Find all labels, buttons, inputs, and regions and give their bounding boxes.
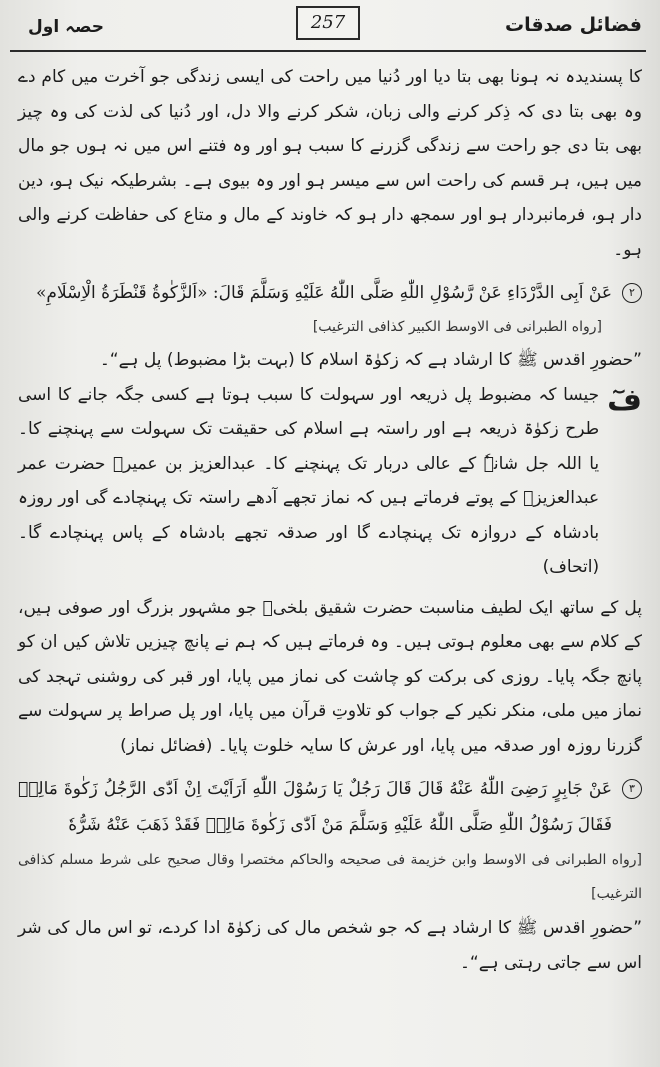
page-header xyxy=(10,0,646,52)
hadith-number-2: ۲ xyxy=(622,283,642,303)
paragraph-1: کا پسندیدہ نہ ہونا بھی بتا دیا اور دُنیا میں راحت کی ایسی زندگی جو آخرت میں کام دے وہ بھی بتا دی کہ ذِکر کرنے والی زبان، شکر کرنے والا دل، اور دُنیا کی لذت کی وہ چیز بھی بتا دی جو راحت سے زندگی گزرنے کا سبب ہو اور وہ فتنے اس میں نہ ہوں جو مال میں ہیں، ہر قسم کی راحت اس سے میسر ہو اور وہ بیوی ہے۔ بشرطیکہ نیک ہو، دین دار ہو، فرمانبردار ہو اور سمجھ دار ہو کہ خاوند کے مال و متاع کی حفاظت کرنے والی ہو۔ xyxy=(18,67,642,260)
hadith-3-reference: [رواه الطبرانی فی الاوسط وابن خزیمة فی صحیحه والحاكم مختصرا وقال صحیح علی شرط مسلم كذافی الترغیب] xyxy=(18,852,642,902)
hadith-2-translation: ”حضورِ اقدس ﷺ کا ارشاد ہے کہ زکوٰۃ اسلام کا (بہت بڑا مضبوط) پل ہے“۔ xyxy=(99,350,642,370)
hadith-2-arabic: عَنْ اَبِی الدَّرْدَاءِ عَنْ رَّسُوْلِ اللّٰهِ صَلَّی اللّٰهُ عَلَیْهِ وَسَلَّمَ قَالَ: «اَلزَّكٰوةُ قَنْطَرَةُ الْاِسْلَامِ» xyxy=(36,283,612,303)
paragraph-3: پل کے ساتھ ایک لطیف مناسبت حضرت شقیق بلخیؒ جو مشہور بزرگ اور صوفی ہیں، کے کلام سے بھی معلوم ہوتی ہیں۔ وہ فرماتے ہیں کہ ہم نے پانچ چیزیں تلاش کیں ان کو پانچ جگہ پایا۔ روزی کی برکت کو چاشت کی نماز میں پایا، اور قبر کی روشنی تہجد کی نماز میں ملی، منکر نکیر کے جواب کو تلاوتِ قرآن میں پایا، اور پل صراط پر سہولت سے گزرنا روزہ اور صدقہ میں پایا، اور عرش کا سایہ خلوت پایا۔ (فضائل نماز) xyxy=(18,597,642,756)
book-title: فضائل صدقات xyxy=(504,14,642,36)
hadith-2 xyxy=(18,275,642,311)
paragraph-2: جیسا کہ مضبوط پل ذریعہ اور سہولت کا سبب ہوتا ہے کسی جگہ جانے کا اسی طرح زکوٰۃ ذریعہ ہے اور راستہ ہے اسلام کی حقیقت تک سہولت سے پہنچنے کا۔ یا اللہ جل شانہٗ کے عالی دربار تک پہنچنے کا۔ عبدالعزیز بن عمیرؒ حضرت عمر عبدالعزیزؒ کے پوتے فرماتے ہیں کہ نماز تجھے آدھے راستہ تک پہنچادے گی اور روزہ بادشاہ کے دروازہ تک پہنچادے گا اور صدقہ تجھے بادشاہ کے پاس پہنچادے گا۔ (اتحاف) xyxy=(18,384,600,577)
page-number: 257 xyxy=(296,6,360,40)
hadith-3-translation: ”حضورِ اقدس ﷺ کا ارشاد ہے کہ جو شخص مال کی زکوٰۃ ادا کردے، تو اس مال کی شر اس سے جاتی رہتی ہے“۔ xyxy=(18,918,642,973)
hadith-number-3: ۳ xyxy=(622,779,642,799)
fayda-block xyxy=(18,378,642,585)
page-body xyxy=(10,52,646,980)
part-title: حصہ اول xyxy=(28,17,105,37)
hadith-3 xyxy=(18,771,642,843)
hadith-3-arabic: عَنْ جَابِرٍ رَضِیَ اللّٰهُ عَنْهُ قَالَ قَالَ رَجُلٌ یَا رَسُوْلَ اللّٰهِ اَرَاَیْتَ اِنْ اَدّٰی الرَّجُلُ زَكٰوةَ مَالِهٖ فَقَالَ رَسُوْلُ اللّٰهِ صَلَّی اللّٰهُ عَلَیْهِ وَسَلَّمَ مَنْ اَدّٰی زَكٰوةَ مَالِهٖ فَقَدْ ذَهَبَ عَنْهُ شَرُّهٗ xyxy=(18,779,612,835)
hadith-2-reference: [رواه الطبرانی فی الاوسط الكبير كذافی الترغيب] xyxy=(312,319,602,335)
fayda-mark: فٓ xyxy=(607,382,642,418)
